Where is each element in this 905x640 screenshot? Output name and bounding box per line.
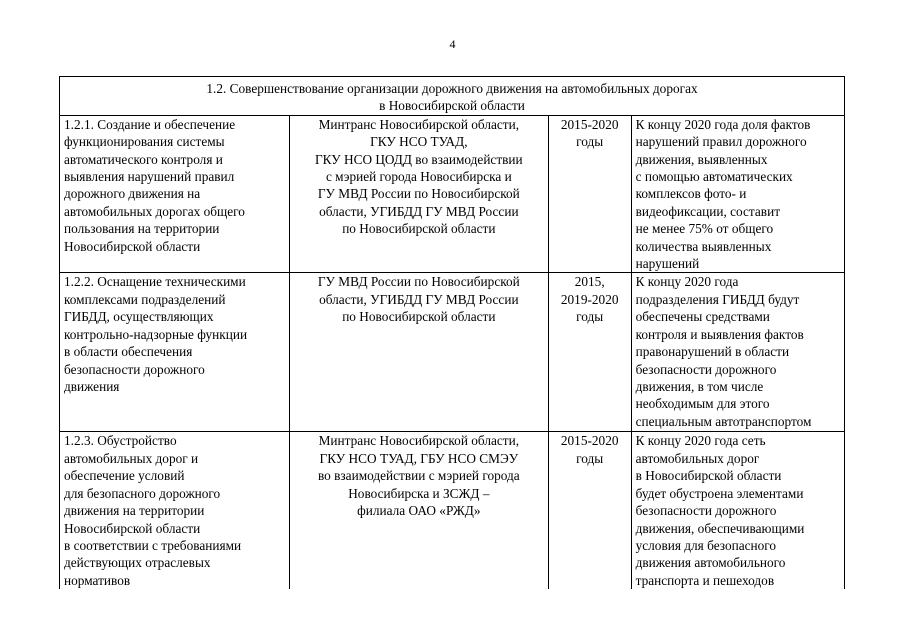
cell-line: автомобильных дорог и [64,450,199,466]
cell-line: годы [576,309,604,325]
cell-line: пользования на территории [64,221,220,237]
cell-line: нормативов [64,572,131,588]
task-cell [60,432,290,589]
cell-line: годы [576,450,604,466]
cell-line: подразделения ГИБДД будут [635,291,800,307]
task-cell [60,115,290,273]
cell-line: правонарушений в области [635,344,790,360]
cell-line: Новосибирской области [64,238,201,254]
cell-line: 2015-2020 [560,116,619,132]
cell-line: движения автомобильного [635,555,786,571]
cell-line: 1.2.1. Создание и обеспечение [64,116,236,132]
cell-line: филиала ОАО «РЖД» [357,503,481,519]
cell-line: транспорта и пешеходов [635,572,775,588]
cell-line: К концу 2020 года сеть [635,433,766,449]
task-cell [60,273,290,432]
cell-line: движения, в том числе [635,378,764,394]
cell-line: обеспечены средствами [635,309,770,325]
cell-line: в соответствии с требованиями [64,537,242,553]
cell-line: движения на территории [64,503,205,519]
cell-line: 2015-2020 [560,433,619,449]
cell-line: автомобильных дорог [635,450,760,466]
cell-line: автомобильных дорогах общего [64,203,245,219]
cell-line: ГКУ НСО ТУАД, [370,134,468,150]
cell-line: 1.2.3. Обустройство [64,433,177,449]
executor-cell [289,115,548,273]
cell-line: с мэрией города Новосибирска и [325,169,512,185]
term-cell [548,273,631,432]
executor-cell [289,273,548,432]
program-table [59,76,845,589]
page-number: 4 [449,37,456,51]
cell-line: контроля и выявления фактов [635,326,804,342]
cell-line: нарушений [635,256,700,272]
cell-line: специальным автотранспортом [635,413,812,429]
cell-line: ГИБДД, осуществляющих [64,309,214,325]
term-cell [548,115,631,273]
cell-line: для безопасного дорожного [64,485,221,501]
section-title [60,77,845,116]
cell-line: во взаимодействии с мэрией города [317,468,520,484]
section-header-row [60,77,845,116]
cell-line: безопасности дорожного [64,361,205,377]
cell-line: с помощью автоматических [635,169,793,185]
table-row [60,115,845,273]
cell-line: движения [64,378,120,394]
cell-line: Минтранс Новосибирской области, [318,433,520,449]
cell-line: видеофиксации, составит [635,203,781,219]
cell-line: области, УГИБДД ГУ МВД России [319,291,519,307]
cell-line: по Новосибирской области [342,221,496,237]
cell-line: Новосибирской области [64,520,201,536]
cell-line: контрольно-надзорные функции [64,326,248,342]
cell-line: 2015, [574,274,605,290]
cell-line: не менее 75% от общего [635,221,774,237]
result-cell [631,273,844,432]
cell-line: ГКУ НСО ЦОДД во взаимодействии [315,151,523,167]
table-row [60,273,845,432]
cell-line: ГУ МВД России по Новосибирской [317,186,520,202]
cell-line: комплексами подразделений [64,291,226,307]
cell-line: Минтранс Новосибирской области, [318,116,520,132]
cell-line: нарушений правил дорожного [635,134,807,150]
cell-line: в области обеспечения [64,344,193,360]
cell-line: ГКУ НСО ТУАД, ГБУ НСО СМЭУ [319,450,519,466]
cell-line: комплексов фото- и [635,186,747,202]
table-row [60,432,845,589]
cell-line: 2019-2020 [560,291,619,307]
cell-line: выявления нарушений правил [64,169,235,185]
cell-line: в Новосибирской области [635,468,782,484]
cell-line: обеспечение условий [64,468,185,484]
cell-line: количества выявленных [635,238,772,254]
result-cell [631,432,844,589]
cell-line: безопасности дорожного [635,503,777,519]
cell-line: автоматического контроля и [64,151,223,167]
cell-line: будет обустроена элементами [635,485,804,501]
cell-line: К концу 2020 года доля фактов [635,116,811,132]
section-title-line: в Новосибирской области [379,98,525,114]
cell-line: годы [576,134,604,150]
cell-line: ГУ МВД России по Новосибирской [317,274,520,290]
term-cell [548,432,631,589]
cell-line: дорожного движения на [64,186,201,202]
cell-line: функционирования системы [64,134,225,150]
result-cell [631,115,844,273]
cell-line: области, УГИБДД ГУ МВД России [319,203,519,219]
cell-line: Новосибирска и ЗСЖД – [348,485,490,501]
cell-line: движения, выявленных [635,151,768,167]
cell-line: действующих отраслевых [64,555,211,571]
cell-line: условия для безопасного [635,537,777,553]
cell-line: необходимым для этого [635,396,770,412]
section-title-line: 1.2. Совершенствование организации дорожного движения на автомобильных дорогах [206,81,698,96]
cell-line: К концу 2020 года [635,274,739,290]
cell-line: 1.2.2. Оснащение техническими [64,274,246,290]
cell-line: безопасности дорожного [635,361,777,377]
executor-cell [289,432,548,589]
cell-line: движения, обеспечивающими [635,520,805,536]
cell-line: по Новосибирской области [342,309,496,325]
